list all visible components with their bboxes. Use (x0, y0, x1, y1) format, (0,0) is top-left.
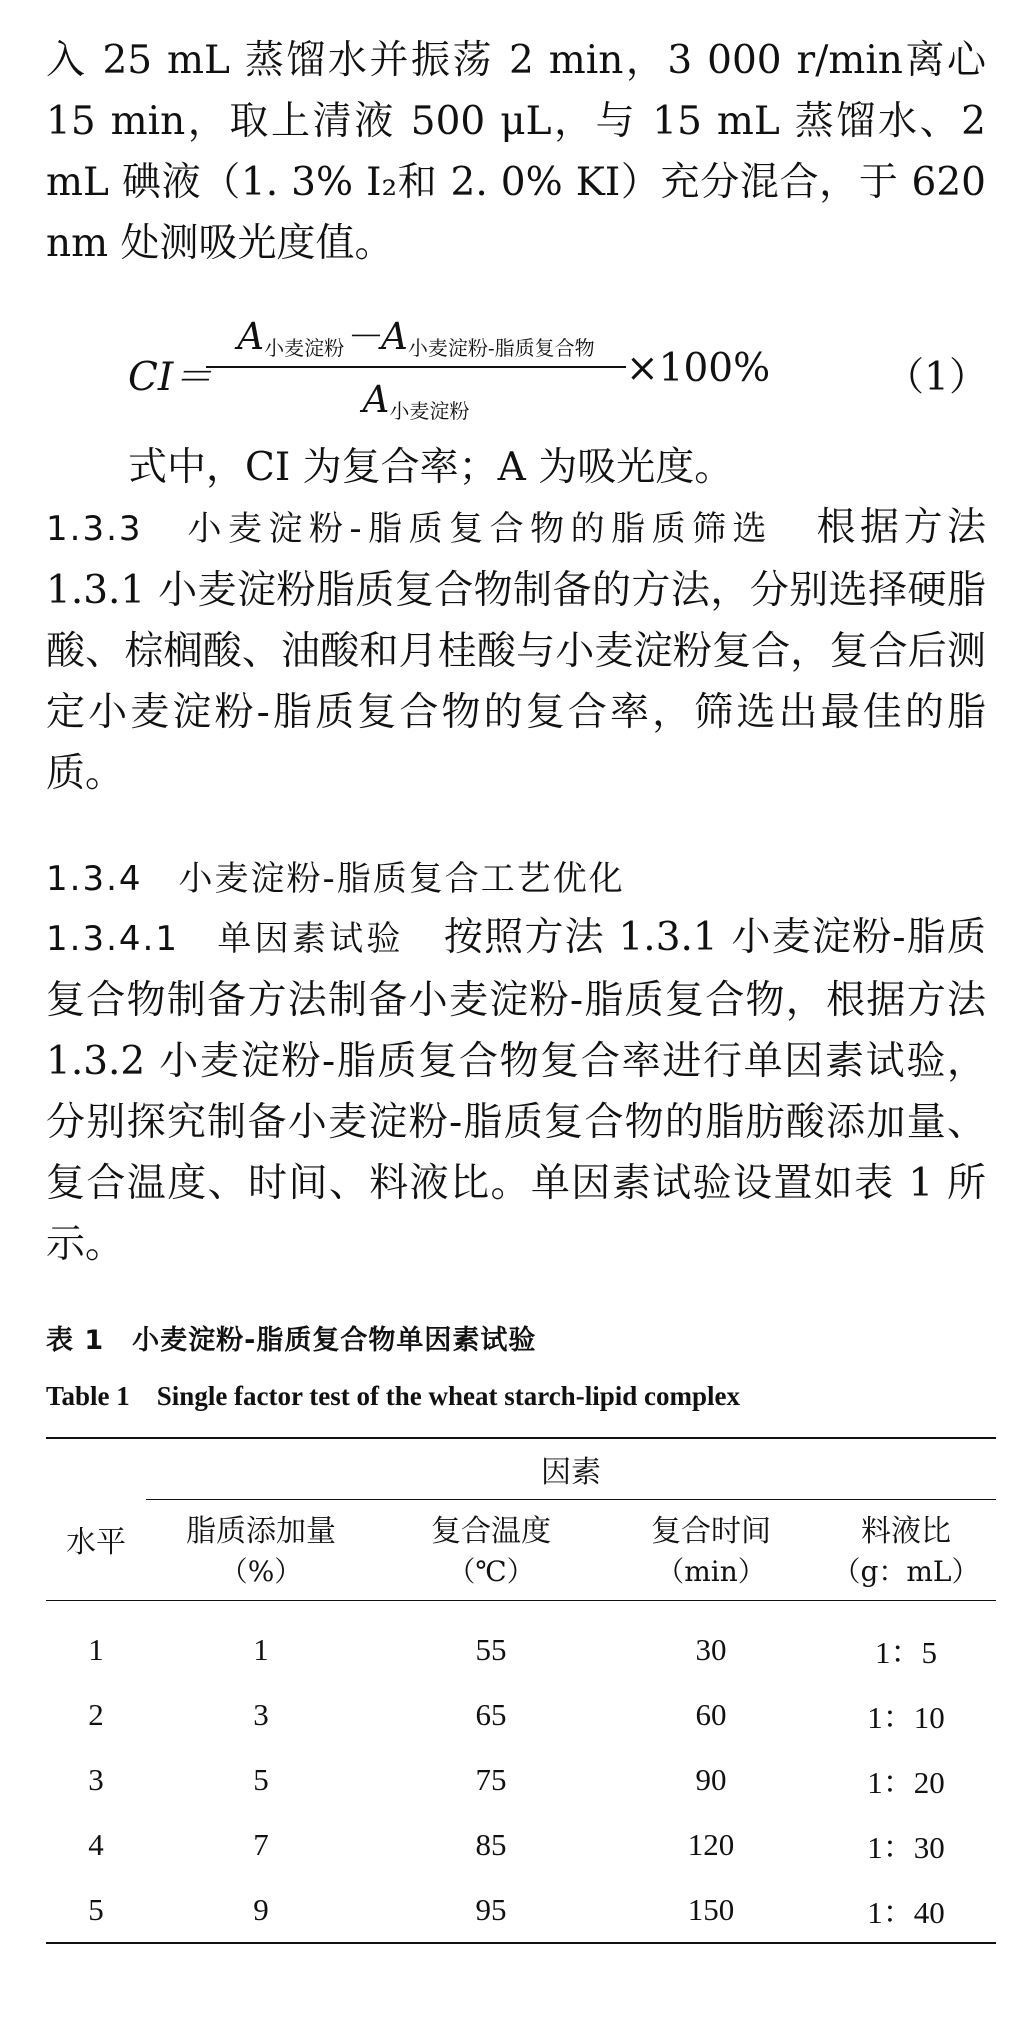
table-header-time (606, 1500, 816, 1601)
table-caption-english: Table 1 Single factor test of the wheat starch-lipid complex (46, 1381, 740, 1411)
single-factor-table (46, 1437, 996, 1944)
table-cell-time: 120 (687, 1826, 735, 1862)
table-cell-level: 3 (88, 1761, 104, 1797)
table-header-lipid-amount (146, 1500, 376, 1601)
table-cell-level: 2 (88, 1696, 104, 1732)
column-unit-temperature: （℃） (447, 1555, 535, 1588)
table-cell-ratio: 1：20 (867, 1765, 945, 1800)
column-name-temperature: 复合温度 (431, 1514, 551, 1549)
table-caption-chinese: 表 1 小麦淀粉-脂质复合物单因素试验 (46, 1325, 537, 1356)
table-header-factor: 因素 (146, 1438, 996, 1500)
paragraph-equation-note: 式中，CI 为复合率；A 为吸光度。 (128, 445, 734, 490)
section-body-1-3-4-1: 按照方法 1.3.1 小麦淀粉-脂质复合物制备方法制备小麦淀粉-脂质复合物，根据方法 1.3.2 小麦淀粉-脂质复合物复合率进行单因素试验，分别探究制备小麦淀粉-脂质复合物的脂肪酸添加量、复合温度、时间、料液比。单因素试验设置如表 1 所示。 (46, 915, 986, 1267)
equation-multiplier: ×100% (626, 346, 771, 391)
table-cell-temperature: 85 (475, 1826, 507, 1862)
equation-denominator (206, 378, 626, 424)
table-cell-temperature: 55 (475, 1631, 507, 1667)
column-name-lipid-amount: 脂质添加量 (186, 1514, 336, 1549)
numerator-symbol-b: A (381, 315, 408, 358)
column-name-ratio: 料液比 (861, 1514, 951, 1549)
section-body-1-3-3: 根据方法 1.3.1 小麦淀粉脂质复合物制备的方法，分别选择硬脂酸、棕榈酸、油酸和月桂酸与小麦淀粉复合，复合后测定小麦淀粉-脂质复合物的复合率，筛选出最佳的脂质。 (46, 505, 986, 796)
table-header-level: 水平 (46, 1438, 146, 1601)
table-cell-ratio: 1：10 (867, 1700, 945, 1735)
equation-fraction (206, 300, 626, 430)
column-unit-time: （min） (656, 1555, 766, 1588)
table-cell-temperature: 65 (475, 1696, 507, 1732)
numerator-symbol-a: A (237, 315, 265, 358)
column-unit-ratio: （g：mL） (832, 1555, 980, 1588)
section-1-3-3 (46, 497, 986, 804)
table-cell-lipid-amount: 3 (253, 1696, 269, 1732)
table-cell-level: 5 (46, 1877, 146, 1943)
table-cell-level: 4 (88, 1826, 104, 1862)
equation-lhs: CI＝ (128, 355, 213, 400)
table-header-ratio (816, 1500, 996, 1601)
table-cell-temperature: 95 (376, 1877, 606, 1943)
table-header-temperature (376, 1500, 606, 1601)
table-cell-level: 1 (88, 1631, 104, 1667)
paragraph-method-continuation: 入 25 mL 蒸馏水并振荡 2 min，3 000 r/min离心 15 min，取上清液 500 μL，与 15 mL 蒸馏水、2 mL 碘液（1. 3% I₂和 2. 0% KI）充分混合，于 620 nm 处测吸光度值。 (46, 38, 986, 266)
table-cell-ratio: 1：5 (875, 1635, 937, 1670)
table-row (46, 1877, 996, 1943)
equation-fraction-bar (206, 366, 626, 368)
numerator-subscript-starch: 小麦淀粉 (264, 336, 345, 360)
column-name-time: 复合时间 (651, 1514, 771, 1549)
table-cell-time: 60 (695, 1696, 727, 1732)
denominator-subscript: 小麦淀粉 (389, 399, 470, 423)
table-cell-time: 150 (606, 1877, 816, 1943)
numerator-minus: － (344, 315, 382, 358)
equation-number: （1） (885, 355, 988, 400)
section-heading-1-3-4-1: 1.3.4.1 单因素试验 (46, 919, 404, 959)
table-row (46, 1747, 996, 1812)
table-row (46, 1682, 996, 1747)
table-row (46, 1601, 996, 1683)
table-cell-ratio: 1：40 (816, 1877, 996, 1943)
table-cell-lipid-amount: 7 (253, 1826, 269, 1862)
column-unit-lipid-amount: （%） (219, 1555, 303, 1588)
table-cell-time: 90 (695, 1761, 727, 1797)
table-cell-time: 30 (695, 1631, 727, 1667)
numerator-subscript-complex: 小麦淀粉-脂质复合物 (407, 336, 595, 360)
section-heading-1-3-3: 1.3.3 小麦淀粉-脂质复合物的脂质筛选 (46, 509, 774, 549)
equation-numerator (206, 306, 626, 361)
table-row (46, 1812, 996, 1877)
section-1-3-4 (46, 847, 986, 910)
equation-complex-index (128, 300, 1008, 440)
table-cell-lipid-amount: 5 (253, 1761, 269, 1797)
section-heading-1-3-4: 1.3.4 小麦淀粉-脂质复合工艺优化 (46, 859, 625, 899)
denominator-symbol: A (362, 378, 390, 421)
section-1-3-4-1 (46, 907, 986, 1275)
table-cell-temperature: 75 (475, 1761, 507, 1797)
table-cell-ratio: 1：30 (867, 1830, 945, 1865)
table-cell-lipid-amount: 1 (253, 1631, 269, 1667)
table-cell-lipid-amount: 9 (146, 1877, 376, 1943)
